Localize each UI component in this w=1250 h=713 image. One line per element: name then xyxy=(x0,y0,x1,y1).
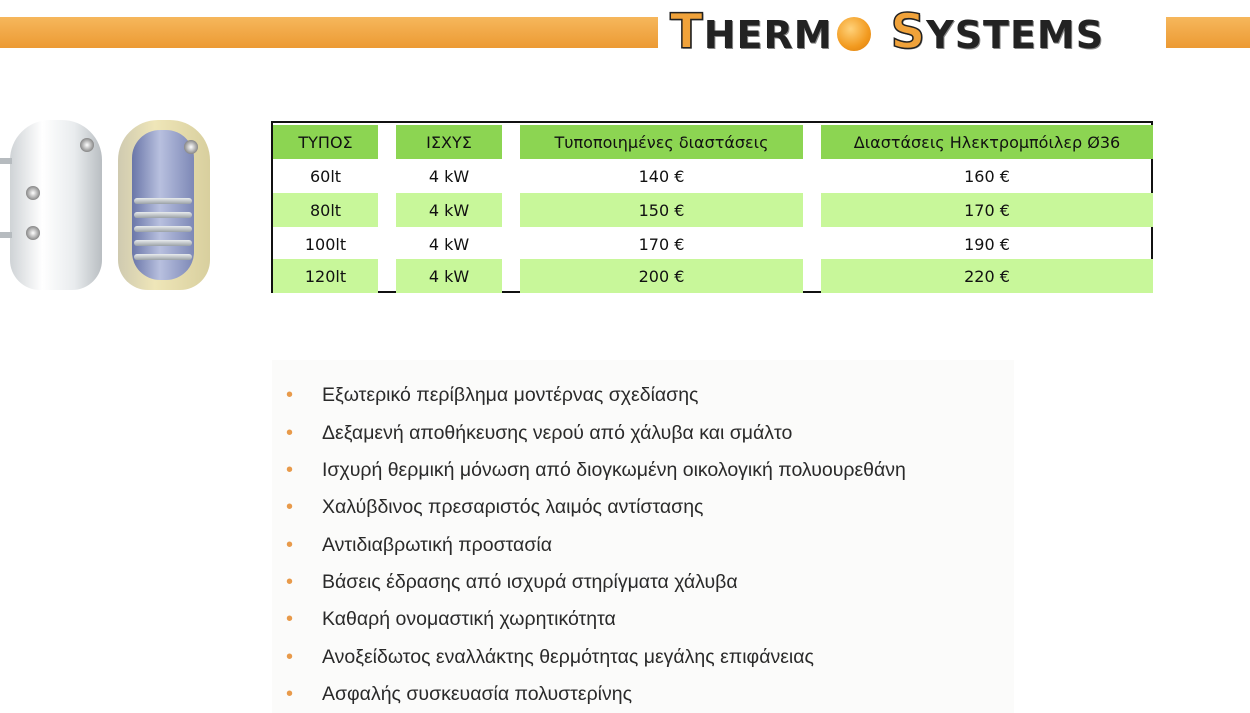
list-item: • Βάσεις έδρασης από ισχυρά στηρίγματα χάλυβα xyxy=(286,570,738,593)
table-cell: 200 € xyxy=(520,259,803,293)
column-header: Τυποποιημένες διαστάσεις xyxy=(520,125,803,159)
list-item: • Χαλύβδινος πρεσαριστός λαιμός αντίστασης xyxy=(286,495,704,518)
table-cell: 220 € xyxy=(821,259,1153,293)
list-item: • Δεξαμενή αποθήκευσης νερού από χάλυβα και σμάλτο xyxy=(286,421,793,444)
pipe-connector-icon xyxy=(26,186,40,200)
table-cell: 170 € xyxy=(821,193,1153,227)
table-cell: 140 € xyxy=(638,166,685,186)
table-row xyxy=(273,159,1151,193)
brand-logo: T HERM S YSTEMS xyxy=(670,4,1105,60)
table-row xyxy=(273,227,1151,261)
list-item: • Ισχυρή θερμική μόνωση από διογκωμένη οικολογική πολυουρεθάνη xyxy=(286,458,906,481)
bullet-icon: • xyxy=(286,645,294,668)
table-cell: 60lt xyxy=(309,166,342,186)
table-cell: 170 € xyxy=(638,234,685,254)
table-cell: 80lt xyxy=(273,193,378,227)
list-item: • Ανοξείδωτος εναλλάκτης θερμότητας μεγάλης επιφάνειας xyxy=(286,645,814,668)
bullet-icon: • xyxy=(286,495,294,518)
column-header: ΤΥΠΟΣ xyxy=(273,125,378,159)
header-bar-left xyxy=(0,17,658,48)
table-cell: 4 kW xyxy=(396,259,502,293)
thermometer-dial-icon xyxy=(80,138,94,152)
table-header-row xyxy=(273,125,1151,159)
bullet-icon: • xyxy=(286,421,294,444)
table-cell: 4 kW xyxy=(428,234,470,254)
list-item: • Αντιδιαβρωτική προστασία xyxy=(286,533,552,556)
sun-icon xyxy=(837,17,871,51)
table-cell: 4 kW xyxy=(396,193,502,227)
table-cell: 190 € xyxy=(964,234,1010,254)
table-cell: 120lt xyxy=(273,259,378,293)
column-header: ΙΣΧΥΣ xyxy=(396,125,502,159)
bullet-icon: • xyxy=(286,607,294,630)
bullet-icon: • xyxy=(286,682,294,705)
bullet-icon: • xyxy=(286,570,294,593)
table-cell: 4 kW xyxy=(428,166,470,186)
bullet-icon: • xyxy=(286,533,294,556)
list-item: • Εξωτερικό περίβλημα μοντέρνας σχεδίασης xyxy=(286,383,699,406)
table-cell: 150 € xyxy=(520,193,803,227)
table-row xyxy=(273,259,1151,293)
header-bar-right xyxy=(1166,17,1250,48)
feature-list xyxy=(272,360,1014,713)
table-cell: 160 € xyxy=(964,166,1010,186)
thermometer-dial-icon xyxy=(184,140,198,154)
pipe-connector-icon xyxy=(26,226,40,240)
list-item: • Καθαρή ονομαστική χωρητικότητα xyxy=(286,607,616,630)
column-header: Διαστάσεις Ηλεκτρομπόιλερ Ø36 xyxy=(821,125,1153,159)
list-item: • Ασφαλής συσκευασία πολυστερίνης xyxy=(286,682,632,705)
bullet-icon: • xyxy=(286,383,294,406)
table-cell: 100lt xyxy=(304,234,347,254)
water-heater-cutaway-image xyxy=(118,120,210,290)
bullet-icon: • xyxy=(286,458,294,481)
price-table xyxy=(271,121,1153,293)
table-row xyxy=(273,193,1151,227)
water-heater-exterior-image xyxy=(10,120,102,290)
